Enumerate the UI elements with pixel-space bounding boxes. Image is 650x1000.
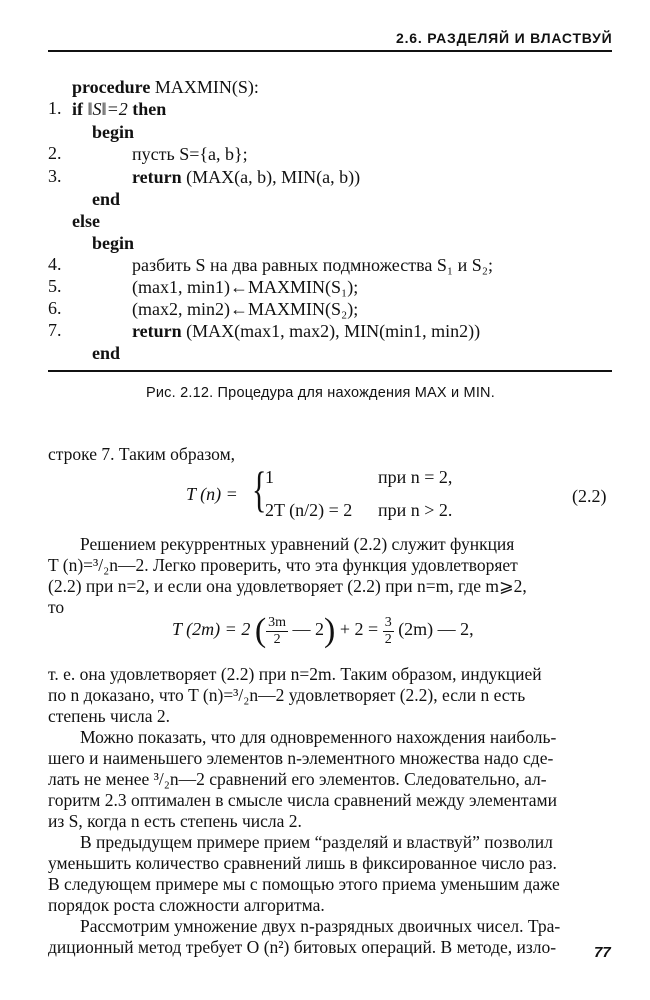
- return-keyword: return: [132, 167, 182, 187]
- paragraph-line: Можно показать, что для одновременного нахождения наиболь-: [80, 727, 557, 747]
- equation-cond1: при n = 2,: [378, 467, 453, 487]
- condition: ‖S‖=2: [87, 99, 128, 119]
- induction-rhs: (2m) — 2,: [398, 619, 474, 640]
- code-line: (max1, min1)←MAXMIN(S₁);: [132, 277, 359, 297]
- code-line-return: [132, 320, 480, 342]
- figure-rule: [48, 370, 612, 372]
- return-keyword: return: [132, 321, 182, 341]
- paragraph-line: В следующем примере мы с помощью этого приема уменьшим даже: [48, 874, 560, 894]
- return-value: (MAX(max1, max2), MIN(min1, min2)): [186, 321, 481, 341]
- paragraph-line: горитм 2.3 оптимален в смысле числа сравнений между элементами: [48, 790, 557, 810]
- equation-cond2: при n > 2.: [378, 500, 453, 520]
- page-number: 77: [594, 944, 611, 961]
- paragraph-line: порядок роста сложности алгоритма.: [48, 895, 325, 915]
- code-line-return: [132, 166, 360, 188]
- running-header: 2.6. РАЗДЕЛЯЙ И ВЛАСТВУЙ: [396, 30, 613, 46]
- paragraph-line: то: [48, 597, 65, 617]
- paragraph-line: лать не менее ³/₂n—2 сравнений его элементов. Следовательно, ал-: [48, 769, 547, 789]
- header-rule: [48, 50, 612, 52]
- procedure-header: [72, 76, 259, 98]
- paragraph-line: т. е. она удовлетворяет (2.2) при n=2m. Таким образом, индукцией: [48, 664, 542, 684]
- paragraph-line: уменьшить количество сравнений лишь в фиксированное число раз.: [48, 853, 557, 873]
- line-number: 6.: [48, 298, 62, 318]
- minus-two: — 2: [292, 619, 325, 640]
- equation-label: (2.2): [572, 486, 607, 506]
- equation-case1: 1: [265, 467, 274, 487]
- paragraph-line: Решением рекуррентных уравнений (2.2) служит функция: [80, 534, 515, 554]
- end-keyword: end: [92, 189, 121, 209]
- else-keyword: else: [72, 211, 100, 231]
- procedure-name: MAXMIN(S):: [154, 77, 259, 97]
- line-number: 2.: [48, 143, 62, 163]
- procedure-keyword: procedure: [72, 77, 151, 97]
- line-number: 3.: [48, 166, 62, 186]
- induction-mid: + 2 =: [339, 619, 379, 640]
- code-line: разбить S на два равных подмножества S₁ и S₂;: [132, 255, 494, 275]
- paren-open: (: [254, 612, 267, 649]
- paragraph-line: В предыдущем примере прием “разделяй и властвуй” позволил: [80, 832, 553, 852]
- begin-keyword: begin: [92, 233, 135, 253]
- line-number: 7.: [48, 320, 62, 340]
- begin-keyword: begin: [92, 122, 135, 142]
- equation-lhs: T (n) =: [186, 484, 238, 504]
- end-keyword: end: [92, 343, 121, 363]
- paragraph-line: (2.2) при n=2, и если она удовлетворяет (2.2) при n=m, где m⩾2,: [48, 576, 527, 596]
- induction-lhs: T (2m) = 2: [172, 619, 251, 640]
- code-line: пусть S={a, b};: [132, 144, 248, 164]
- paragraph-line: T (n)=³/₂n—2. Легко проверить, что эта функция удовлетворяет: [48, 555, 518, 575]
- code-line: (max2, min2)←MAXMIN(S₂);: [132, 299, 359, 319]
- equation-induction: [172, 614, 474, 648]
- paragraph-line: диционный метод требует O (n²) битовых операций. В методе, изло-: [48, 937, 557, 957]
- fraction-3m-over-2: $\frac{3m}{2}$: [268, 614, 287, 647]
- code-line-if: [72, 98, 166, 120]
- line-number: 5.: [48, 276, 62, 296]
- paragraph-line: Рассмотрим умножение двух n-разрядных двоичных чисел. Тра-: [80, 916, 561, 936]
- equation-brace: {: [252, 461, 267, 517]
- intro-text: строке 7. Таким образом,: [48, 444, 236, 464]
- paren-close: ): [324, 612, 336, 649]
- paragraph-line: степень числа 2.: [48, 706, 170, 726]
- paragraph-line: из S, когда n есть степень числа 2.: [48, 811, 302, 831]
- return-value: (MAX(a, b), MIN(a, b)): [186, 167, 361, 187]
- line-number: 1.: [48, 98, 62, 118]
- line-number: 4.: [48, 254, 62, 274]
- figure-caption: Рис. 2.12. Процедура для нахождения MAX и MIN.: [146, 385, 495, 401]
- if-keyword: if: [72, 99, 83, 119]
- then-keyword: then: [132, 99, 167, 119]
- paragraph-line: шего и наименьшего элементов n-элементного множества надо сде-: [48, 748, 554, 768]
- equation-case2: 2T (n/2) = 2: [265, 500, 353, 520]
- paragraph-line: по n доказано, что T (n)=³/₂n—2 удовлетворяет (2.2), если n есть: [48, 685, 526, 705]
- fraction-3-over-2: $\frac{3}{2}$: [384, 614, 392, 647]
